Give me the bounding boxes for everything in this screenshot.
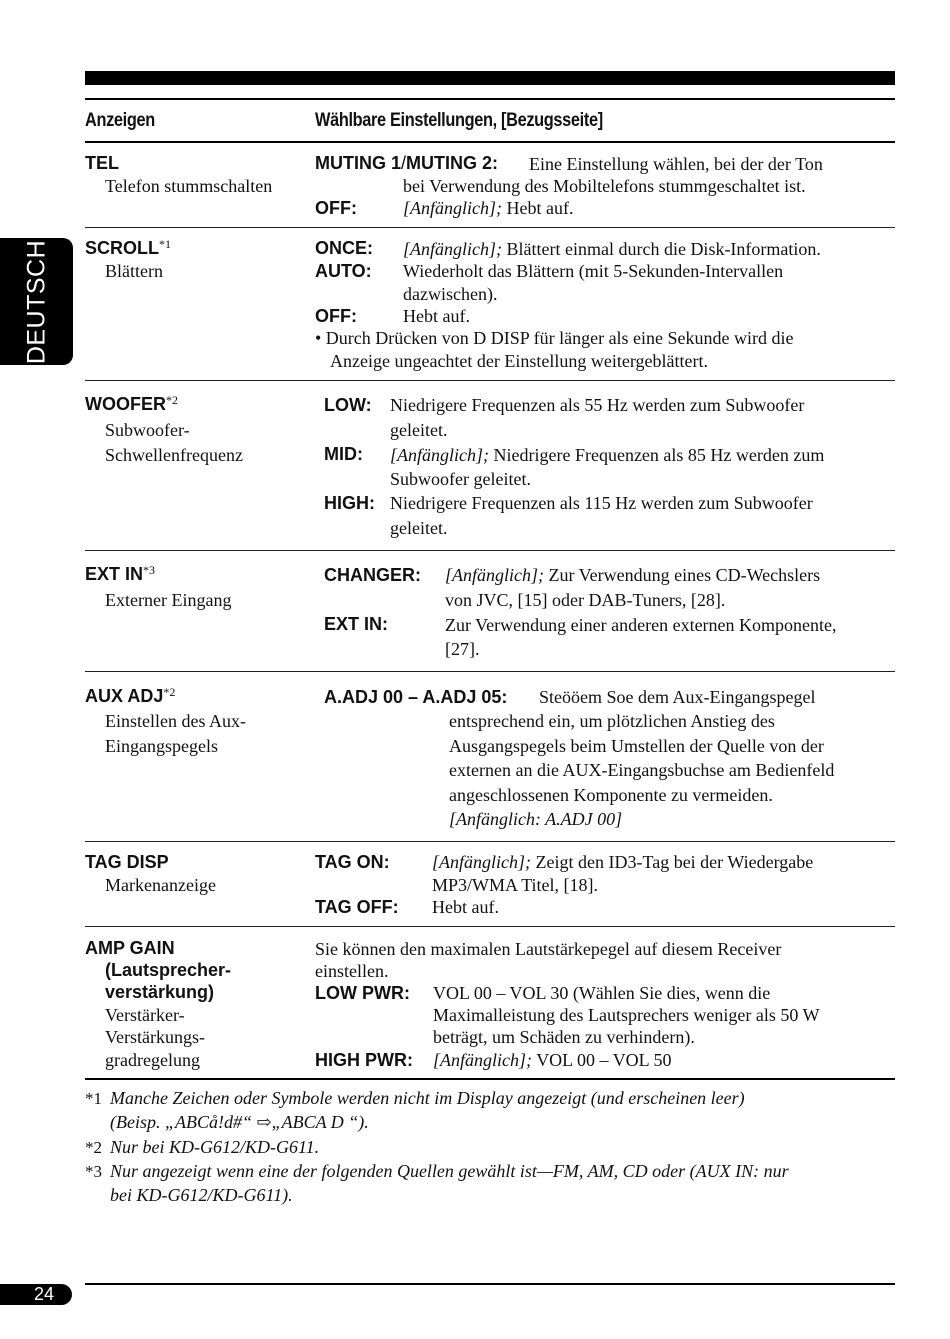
scroll-once-label: ONCE: xyxy=(315,238,373,258)
tagdisp-off-text: Hebt auf. xyxy=(432,897,499,917)
tel-muting-text-1: Eine Einstellung wählen, bei der der Ton xyxy=(529,154,823,174)
tagdisp-on-text-1: [Anfänglich]; Zeigt den ID3-Tag bei der Wiedergabe xyxy=(432,852,814,872)
footnote-3-mark: *3 xyxy=(85,1162,102,1181)
woofer-description-2: Schwellenfrequenz xyxy=(105,445,243,465)
woofer-low-text-2: geleitet. xyxy=(390,420,448,440)
footnote-1-line-1: Manche Zeichen oder Symbole werden nicht im Display angezeigt (und erscheinen leer) xyxy=(110,1088,745,1108)
footnote-3-line-2: bei KD-G612/KD-G611). xyxy=(110,1185,293,1205)
ampgain-intro-2: einstellen. xyxy=(315,961,389,981)
page-number-tab xyxy=(0,1284,72,1305)
extin-description: Externer Eingang xyxy=(105,590,232,610)
language-tab-label: DEUTSCH xyxy=(22,239,50,364)
auxadj-text-1: Steööem Soe dem Aux-Eingangspegel xyxy=(539,687,816,707)
auxadj-description-1: Einstellen des Aux- xyxy=(105,711,246,731)
extin-changer-text-2: von JVC, [15] oder DAB-Tuners, [28]. xyxy=(445,590,726,610)
auxadj-description-2: Eingangspegels xyxy=(105,736,218,756)
scroll-auto-text-1: Wiederholt das Blättern (mit 5-Sekunden-Intervallen xyxy=(403,261,784,281)
woofer-mid-label: MID: xyxy=(324,444,363,464)
page-number: 24 xyxy=(34,1284,55,1304)
row-divider xyxy=(85,671,895,672)
column-header-settings: Wählbare Einstellungen, [Bezugsseite] xyxy=(315,110,603,131)
ampgain-name-3: verstärkung) xyxy=(105,982,215,1002)
extin-extin-text-1: Zur Verwendung einer anderen externen Komponente, xyxy=(445,615,837,635)
top-black-bar xyxy=(85,71,895,85)
ampgain-name-2: (Lautsprecher- xyxy=(105,960,232,980)
ampgain-description-3: gradregelung xyxy=(105,1050,200,1070)
auxadj-name: AUX ADJ$^{*2}$ xyxy=(85,685,176,706)
woofer-name: WOOFER$^{*2}$ xyxy=(85,393,178,414)
woofer-mid-text-2: Subwoofer geleitet. xyxy=(390,469,531,489)
ampgain-name-1: AMP GAIN xyxy=(85,938,175,958)
row-divider xyxy=(85,227,895,228)
extin-changer-label: CHANGER: xyxy=(324,565,421,585)
header-top-rule xyxy=(85,98,895,100)
woofer-high-text-1: Niedrigere Frequenzen als 115 Hz werden zum Subwoofer xyxy=(390,493,813,513)
ampgain-high-text: [Anfänglich]; VOL 00 – VOL 50 xyxy=(433,1050,672,1070)
auxadj-initial: [Anfänglich: A.ADJ 00] xyxy=(449,809,623,829)
tagdisp-name: TAG DISP xyxy=(85,852,169,872)
woofer-mid-text-1: [Anfänglich]; Niedrigere Frequenzen als 85 Hz werden zum xyxy=(390,445,825,465)
footnote-2-mark: *2 xyxy=(85,1138,102,1157)
woofer-high-text-2: geleitet. xyxy=(390,518,448,538)
scroll-once-text: [Anfänglich]; Blättert einmal durch die Disk-Information. xyxy=(403,239,821,259)
tel-off-text: [Anfänglich]; Hebt auf. xyxy=(403,198,574,218)
ampgain-description-2: Verstärkungs- xyxy=(105,1027,205,1047)
tel-muting-text-2: bei Verwendung des Mobiltelefons stummgeschaltet ist. xyxy=(403,176,806,196)
scroll-off-text: Hebt auf. xyxy=(403,306,470,326)
scroll-off-label: OFF: xyxy=(315,306,357,326)
tel-name: TEL xyxy=(85,153,119,173)
footnote-2-line-1: Nur bei KD-G612/KD-G611. xyxy=(110,1137,320,1157)
extin-extin-label: EXT IN: xyxy=(324,614,389,634)
footnote-3-line-1: Nur angezeigt wenn eine der folgenden Quellen gewählt ist—FM, AM, CD oder (AUX IN: nur xyxy=(110,1161,789,1181)
scroll-auto-text-2: dazwischen). xyxy=(403,284,498,304)
footnote-1-mark: *1 xyxy=(85,1089,102,1108)
auxadj-text-2: entsprechend ein, um plötzlichen Anstieg des xyxy=(449,711,775,731)
tel-off-label: OFF: xyxy=(315,198,357,218)
ampgain-low-label: LOW PWR: xyxy=(315,983,410,1003)
ampgain-low-text-1: VOL 00 – VOL 30 (Wählen Sie dies, wenn die xyxy=(433,983,771,1003)
scroll-note-1: • Durch Drücken von D DISP für länger als eine Sekunde wird die xyxy=(315,328,794,348)
scroll-description: Blättern xyxy=(105,261,163,281)
woofer-low-text-1: Niedrigere Frequenzen als 55 Hz werden zum Subwoofer xyxy=(390,395,805,415)
tagdisp-off-label: TAG OFF: xyxy=(315,897,399,917)
woofer-low-label: LOW: xyxy=(324,395,372,415)
auxadj-text-5: angeschlossenen Komponente zu vermeiden. xyxy=(449,785,773,805)
woofer-description-1: Subwoofer- xyxy=(105,420,190,440)
woofer-high-label: HIGH: xyxy=(324,493,375,513)
scroll-name: SCROLL$^{*1}$ xyxy=(85,237,171,258)
ampgain-high-label: HIGH PWR: xyxy=(315,1050,413,1070)
auxadj-text-3: Ausgangspegels beim Umstellen der Quelle von der xyxy=(449,736,824,756)
scroll-note-2: Anzeige ungeachtet der Einstellung weitergeblättert. xyxy=(330,351,709,371)
language-side-tab xyxy=(0,238,73,365)
tel-muting-label: MUTING 1/MUTING 2: xyxy=(315,153,499,173)
ampgain-intro-1: Sie können den maximalen Lautstärkepegel auf diesem Receiver xyxy=(315,939,782,959)
extin-name: EXT IN$^{*3}$ xyxy=(85,563,156,584)
tel-description: Telefon stummschalten xyxy=(105,176,273,196)
column-header-displays: Anzeigen xyxy=(85,110,155,131)
ampgain-low-text-3: beträgt, um Schäden zu verhindern). xyxy=(433,1027,695,1047)
extin-extin-text-2: [27]. xyxy=(445,639,480,659)
tagdisp-on-label: TAG ON: xyxy=(315,852,390,872)
auxadj-range-label: A.ADJ 00 – A.ADJ 05: xyxy=(324,687,508,707)
row-divider xyxy=(85,926,895,927)
row-divider xyxy=(85,841,895,842)
extin-changer-text-1: [Anfänglich]; Zur Verwendung eines CD-Wechslers xyxy=(445,565,821,585)
table-bottom-rule xyxy=(85,1078,895,1080)
ampgain-description-1: Verstärker- xyxy=(105,1005,185,1025)
footnote-1-line-2: (Beisp. „ABCå!d#“ ⇨„ABCA D “). xyxy=(110,1112,369,1132)
ampgain-low-text-2: Maximalleistung des Lautsprechers weniger als 50 W xyxy=(433,1005,820,1025)
row-divider xyxy=(85,550,895,551)
tagdisp-description: Markenanzeige xyxy=(105,875,216,895)
page-bottom-rule xyxy=(85,1283,895,1285)
auxadj-text-4: externen an die AUX-Eingangsbuchse am Bedienfeld xyxy=(449,760,835,780)
scroll-auto-label: AUTO: xyxy=(315,261,372,281)
row-divider xyxy=(85,380,895,381)
tagdisp-on-text-2: MP3/WMA Titel, [18]. xyxy=(432,875,599,895)
header-bottom-rule xyxy=(85,141,895,143)
